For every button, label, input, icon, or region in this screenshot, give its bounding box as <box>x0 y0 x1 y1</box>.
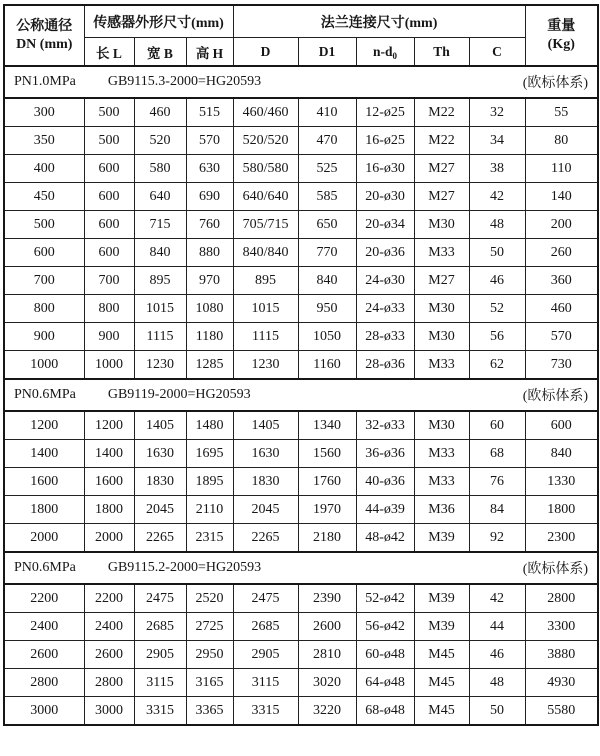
cell-th: M27 <box>414 183 469 211</box>
cell-length-l: 3000 <box>84 697 134 726</box>
cell-th: M45 <box>414 669 469 697</box>
cell-weight: 4930 <box>525 669 598 697</box>
cell-height-h: 570 <box>186 127 233 155</box>
cell-n-d0: 24-ø33 <box>356 295 414 323</box>
cell-dn: 1200 <box>4 411 84 440</box>
cell-weight: 360 <box>525 267 598 295</box>
cell-c: 52 <box>469 295 525 323</box>
cell-height-h: 760 <box>186 211 233 239</box>
cell-c: 50 <box>469 697 525 726</box>
cell-th: M22 <box>414 98 469 127</box>
cell-width-b: 2905 <box>134 641 186 669</box>
cell-length-l: 1600 <box>84 468 134 496</box>
cell-dn: 2200 <box>4 584 84 613</box>
cell-length-l: 1200 <box>84 411 134 440</box>
cell-width-b: 895 <box>134 267 186 295</box>
cell-c: 84 <box>469 496 525 524</box>
cell-n-d0: 52-ø42 <box>356 584 414 613</box>
cell-d1: 1560 <box>298 440 356 468</box>
table-row <box>4 295 598 323</box>
table-row <box>4 641 598 669</box>
table-row <box>4 584 598 613</box>
cell-height-h: 630 <box>186 155 233 183</box>
cell-n-d0: 20-ø34 <box>356 211 414 239</box>
cell-width-b: 2045 <box>134 496 186 524</box>
cell-th: M30 <box>414 411 469 440</box>
table-row <box>4 323 598 351</box>
header-n-d0-subscript: 0 <box>392 50 398 61</box>
cell-length-l: 1800 <box>84 496 134 524</box>
cell-n-d0: 16-ø25 <box>356 127 414 155</box>
cell-th: M30 <box>414 211 469 239</box>
cell-c: 50 <box>469 239 525 267</box>
cell-height-h: 970 <box>186 267 233 295</box>
table-row <box>4 496 598 524</box>
cell-d: 3315 <box>233 697 298 726</box>
cell-width-b: 520 <box>134 127 186 155</box>
cell-th: M27 <box>414 155 469 183</box>
section-cell <box>4 66 598 98</box>
cell-height-h: 1080 <box>186 295 233 323</box>
cell-d1: 1050 <box>298 323 356 351</box>
cell-d: 840/840 <box>233 239 298 267</box>
header-length-l: 长 L <box>84 38 134 67</box>
cell-c: 56 <box>469 323 525 351</box>
cell-height-h: 1180 <box>186 323 233 351</box>
table-row <box>4 239 598 267</box>
cell-d: 1405 <box>233 411 298 440</box>
cell-d: 1230 <box>233 351 298 380</box>
header-sensor-dimensions-group: 传感器外形尺寸(mm) <box>84 5 233 38</box>
section-standard-code: GB9119-2000=HG20593 <box>107 387 251 402</box>
cell-d: 2475 <box>233 584 298 613</box>
cell-th: M45 <box>414 697 469 726</box>
cell-weight: 460 <box>525 295 598 323</box>
cell-length-l: 800 <box>84 295 134 323</box>
cell-d1: 770 <box>298 239 356 267</box>
cell-c: 46 <box>469 267 525 295</box>
cell-height-h: 2520 <box>186 584 233 613</box>
cell-n-d0: 32-ø33 <box>356 411 414 440</box>
cell-length-l: 600 <box>84 155 134 183</box>
cell-dn: 800 <box>4 295 84 323</box>
cell-weight: 200 <box>525 211 598 239</box>
cell-d1: 525 <box>298 155 356 183</box>
cell-length-l: 2800 <box>84 669 134 697</box>
cell-c: 32 <box>469 98 525 127</box>
cell-width-b: 580 <box>134 155 186 183</box>
cell-height-h: 1480 <box>186 411 233 440</box>
header-th: Th <box>414 38 469 67</box>
cell-length-l: 1000 <box>84 351 134 380</box>
header-nominal-diameter <box>4 5 84 66</box>
cell-d1: 1970 <box>298 496 356 524</box>
cell-width-b: 1015 <box>134 295 186 323</box>
cell-width-b: 2475 <box>134 584 186 613</box>
cell-weight: 1800 <box>525 496 598 524</box>
cell-width-b: 3115 <box>134 669 186 697</box>
cell-d: 1830 <box>233 468 298 496</box>
cell-d: 1115 <box>233 323 298 351</box>
table-row <box>4 211 598 239</box>
cell-d1: 2810 <box>298 641 356 669</box>
cell-n-d0: 64-ø48 <box>356 669 414 697</box>
cell-c: 68 <box>469 440 525 468</box>
cell-height-h: 2950 <box>186 641 233 669</box>
table-row <box>4 468 598 496</box>
header-nominal-diameter-unit: DN (mm) <box>16 36 73 52</box>
cell-width-b: 640 <box>134 183 186 211</box>
cell-d: 520/520 <box>233 127 298 155</box>
cell-width-b: 1630 <box>134 440 186 468</box>
cell-d1: 1340 <box>298 411 356 440</box>
cell-th: M30 <box>414 295 469 323</box>
cell-weight: 110 <box>525 155 598 183</box>
cell-d1: 840 <box>298 267 356 295</box>
cell-d: 2045 <box>233 496 298 524</box>
cell-width-b: 460 <box>134 98 186 127</box>
cell-n-d0: 68-ø48 <box>356 697 414 726</box>
cell-dn: 600 <box>4 239 84 267</box>
section-row <box>4 66 598 98</box>
cell-th: M39 <box>414 584 469 613</box>
cell-dn: 350 <box>4 127 84 155</box>
cell-d1: 470 <box>298 127 356 155</box>
cell-height-h: 2110 <box>186 496 233 524</box>
cell-th: M30 <box>414 323 469 351</box>
cell-d1: 1160 <box>298 351 356 380</box>
cell-weight: 55 <box>525 98 598 127</box>
section-standard-code: GB9115.2-2000=HG20593 <box>107 560 262 575</box>
cell-n-d0: 24-ø30 <box>356 267 414 295</box>
table-row <box>4 524 598 553</box>
cell-n-d0: 44-ø39 <box>356 496 414 524</box>
section-note: (欧标体系) <box>522 76 589 91</box>
cell-dn: 2800 <box>4 669 84 697</box>
cell-length-l: 500 <box>84 127 134 155</box>
cell-d1: 950 <box>298 295 356 323</box>
header-weight-cn: 重量 <box>547 19 576 34</box>
cell-n-d0: 16-ø30 <box>356 155 414 183</box>
cell-length-l: 500 <box>84 98 134 127</box>
cell-length-l: 2000 <box>84 524 134 553</box>
cell-n-d0: 60-ø48 <box>356 641 414 669</box>
cell-weight: 3880 <box>525 641 598 669</box>
cell-height-h: 880 <box>186 239 233 267</box>
cell-th: M39 <box>414 613 469 641</box>
cell-n-d0: 20-ø30 <box>356 183 414 211</box>
cell-length-l: 900 <box>84 323 134 351</box>
header-weight <box>525 5 598 66</box>
table-row <box>4 613 598 641</box>
table-row <box>4 127 598 155</box>
cell-weight: 80 <box>525 127 598 155</box>
cell-d: 1015 <box>233 295 298 323</box>
section-cell <box>4 552 598 584</box>
cell-th: M22 <box>414 127 469 155</box>
table-row <box>4 183 598 211</box>
cell-d: 2685 <box>233 613 298 641</box>
header-d1: D1 <box>298 38 356 67</box>
cell-dn: 700 <box>4 267 84 295</box>
table-header <box>4 5 598 66</box>
cell-dn: 1000 <box>4 351 84 380</box>
cell-th: M33 <box>414 440 469 468</box>
header-c: C <box>469 38 525 67</box>
cell-dn: 900 <box>4 323 84 351</box>
cell-dn: 1800 <box>4 496 84 524</box>
cell-length-l: 2600 <box>84 641 134 669</box>
cell-weight: 600 <box>525 411 598 440</box>
cell-d1: 2390 <box>298 584 356 613</box>
cell-height-h: 2315 <box>186 524 233 553</box>
cell-length-l: 600 <box>84 239 134 267</box>
cell-height-h: 1285 <box>186 351 233 380</box>
section-pressure-rating: PN0.6MPa <box>14 387 76 402</box>
cell-dn: 500 <box>4 211 84 239</box>
cell-weight: 570 <box>525 323 598 351</box>
header-n-d0: $n-d_0$ <box>356 38 414 67</box>
cell-c: 44 <box>469 613 525 641</box>
cell-dn: 2600 <box>4 641 84 669</box>
cell-th: M39 <box>414 524 469 553</box>
cell-d1: 650 <box>298 211 356 239</box>
table-row <box>4 267 598 295</box>
cell-height-h: 515 <box>186 98 233 127</box>
cell-height-h: 1895 <box>186 468 233 496</box>
cell-dn: 2400 <box>4 613 84 641</box>
cell-d1: 2600 <box>298 613 356 641</box>
section-row <box>4 379 598 411</box>
cell-dn: 400 <box>4 155 84 183</box>
cell-height-h: 690 <box>186 183 233 211</box>
cell-weight: 840 <box>525 440 598 468</box>
cell-dn: 3000 <box>4 697 84 726</box>
cell-c: 62 <box>469 351 525 380</box>
table-row <box>4 669 598 697</box>
cell-c: 92 <box>469 524 525 553</box>
cell-weight: 140 <box>525 183 598 211</box>
flange-dimension-table <box>3 4 599 726</box>
cell-n-d0: 20-ø36 <box>356 239 414 267</box>
cell-th: M36 <box>414 496 469 524</box>
cell-c: 76 <box>469 468 525 496</box>
section-note: (欧标体系) <box>522 389 589 404</box>
section-pressure-rating: PN0.6MPa <box>14 560 76 575</box>
cell-length-l: 600 <box>84 211 134 239</box>
header-height-h: 高 H <box>186 38 233 67</box>
section-row <box>4 552 598 584</box>
cell-d1: 3020 <box>298 669 356 697</box>
cell-c: 60 <box>469 411 525 440</box>
cell-n-d0: 40-ø36 <box>356 468 414 496</box>
section-pressure-rating: PN1.0MPa <box>14 74 76 89</box>
cell-c: 46 <box>469 641 525 669</box>
cell-dn: 1600 <box>4 468 84 496</box>
cell-n-d0: 48-ø42 <box>356 524 414 553</box>
cell-length-l: 2200 <box>84 584 134 613</box>
cell-weight: 2800 <box>525 584 598 613</box>
cell-n-d0: 28-ø36 <box>356 351 414 380</box>
cell-th: M33 <box>414 468 469 496</box>
cell-dn: 2000 <box>4 524 84 553</box>
header-nominal-diameter-cn: 公称通径 <box>16 19 73 34</box>
header-d: D <box>233 38 298 67</box>
cell-weight: 3300 <box>525 613 598 641</box>
cell-th: M33 <box>414 351 469 380</box>
table-row <box>4 351 598 380</box>
cell-d: 460/460 <box>233 98 298 127</box>
cell-d1: 1760 <box>298 468 356 496</box>
header-weight-unit: (Kg) <box>547 36 575 52</box>
cell-height-h: 3165 <box>186 669 233 697</box>
cell-weight: 260 <box>525 239 598 267</box>
cell-length-l: 2400 <box>84 613 134 641</box>
cell-weight: 2300 <box>525 524 598 553</box>
cell-th: M33 <box>414 239 469 267</box>
cell-d1: 3220 <box>298 697 356 726</box>
cell-weight: 5580 <box>525 697 598 726</box>
table-row <box>4 440 598 468</box>
cell-c: 34 <box>469 127 525 155</box>
cell-d: 895 <box>233 267 298 295</box>
table-row <box>4 98 598 127</box>
cell-width-b: 715 <box>134 211 186 239</box>
cell-n-d0: 12-ø25 <box>356 98 414 127</box>
cell-n-d0: 56-ø42 <box>356 613 414 641</box>
cell-height-h: 2725 <box>186 613 233 641</box>
cell-width-b: 1830 <box>134 468 186 496</box>
section-cell <box>4 379 598 411</box>
cell-d: 2265 <box>233 524 298 553</box>
cell-width-b: 1115 <box>134 323 186 351</box>
cell-d1: 2180 <box>298 524 356 553</box>
cell-d: 705/715 <box>233 211 298 239</box>
cell-c: 48 <box>469 211 525 239</box>
cell-d: 2905 <box>233 641 298 669</box>
cell-n-d0: 28-ø33 <box>356 323 414 351</box>
cell-d: 3115 <box>233 669 298 697</box>
cell-d: 640/640 <box>233 183 298 211</box>
cell-d1: 585 <box>298 183 356 211</box>
header-width-b: 宽 B <box>134 38 186 67</box>
cell-length-l: 600 <box>84 183 134 211</box>
cell-c: 38 <box>469 155 525 183</box>
cell-c: 42 <box>469 183 525 211</box>
cell-d1: 410 <box>298 98 356 127</box>
cell-d: 580/580 <box>233 155 298 183</box>
cell-weight: 730 <box>525 351 598 380</box>
cell-dn: 450 <box>4 183 84 211</box>
table-body <box>4 66 598 725</box>
section-note: (欧标体系) <box>522 562 589 577</box>
cell-width-b: 840 <box>134 239 186 267</box>
cell-width-b: 2265 <box>134 524 186 553</box>
cell-weight: 1330 <box>525 468 598 496</box>
header-flange-dimensions-group: 法兰连接尺寸(mm) <box>233 5 525 38</box>
section-standard-code: GB9115.3-2000=HG20593 <box>107 74 262 89</box>
cell-width-b: 1230 <box>134 351 186 380</box>
table-row <box>4 155 598 183</box>
cell-length-l: 700 <box>84 267 134 295</box>
cell-c: 42 <box>469 584 525 613</box>
cell-n-d0: 36-ø36 <box>356 440 414 468</box>
cell-d: 1630 <box>233 440 298 468</box>
cell-height-h: 1695 <box>186 440 233 468</box>
cell-width-b: 1405 <box>134 411 186 440</box>
cell-th: M45 <box>414 641 469 669</box>
table-row <box>4 697 598 726</box>
cell-width-b: 2685 <box>134 613 186 641</box>
cell-dn: 300 <box>4 98 84 127</box>
cell-height-h: 3365 <box>186 697 233 726</box>
cell-dn: 1400 <box>4 440 84 468</box>
cell-c: 48 <box>469 669 525 697</box>
cell-length-l: 1400 <box>84 440 134 468</box>
cell-th: M27 <box>414 267 469 295</box>
cell-width-b: 3315 <box>134 697 186 726</box>
table-row <box>4 411 598 440</box>
